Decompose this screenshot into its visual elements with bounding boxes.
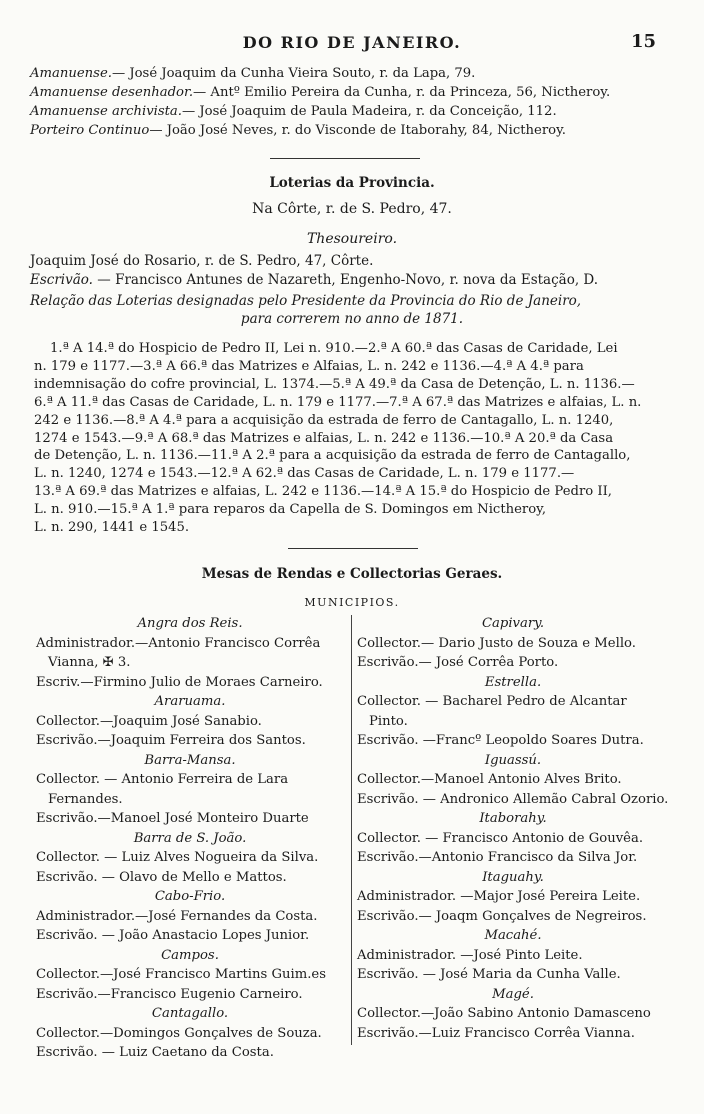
official-entry: Escrivão.—Antonio Francisco da Silva Jor. (357, 850, 638, 865)
official-entry: Escriv.—Firmino Julio de Moraes Carneiro. (36, 674, 323, 690)
official-entry: Collector. — Antonio Ferreira de Lara Fernandes. (36, 772, 289, 807)
page-number: 15 (630, 31, 656, 52)
escrivao-line: Escrivão. — Francisco Antunes de Nazareth, Engenho-Novo, r. nova da Estação, D. (30, 272, 599, 288)
official-entry: Collector.—Joaquim José Sanabio. (36, 713, 262, 729)
relacao-line-1: Relação das Loterias designadas pelo Presidente da Provincia do Rio de Janeiro, (30, 293, 582, 309)
mesas-title: Mesas de Rendas e Collectorias Geraes. (201, 566, 503, 582)
list-line: L. n. 1240, 1274 e 1543.—12.ª A 62.ª das Casas de Caridade, L. n. 179 e 1177.— (34, 466, 575, 482)
official-entry: Escrivão. — Luiz Caetano da Costa. (36, 1045, 274, 1060)
list-line: de Detenção, L. n. 1136.—11.ª A 2.ª para a acquisição da estrada de ferro de Cantagallo, (34, 448, 631, 464)
staff-line-4: Porteiro Continuo— João José Neves, r. do Visconde de Itaborahy, 84, Nictheroy. (30, 123, 566, 138)
official-entry: Collector.—Manoel Antonio Alves Brito. (357, 772, 622, 787)
official-entry: Escrivão.— Joaqm Gonçalves de Negreiros. (357, 908, 647, 924)
municipio-name: Barra-Mansa. (144, 752, 236, 768)
thesoureiro-line: Joaquim José do Rosario, r. de S. Pedro, 47, Côrte. (30, 253, 374, 269)
official-entry: Escrivão.— José Corrêa Porto. (357, 655, 559, 670)
list-line: 242 e 1136.—8.ª A 4.ª para a acquisição da estrada de ferro de Cantagallo, L. n. 1240, (34, 412, 614, 428)
list-line: 1.ª A 14.ª do Hospicio de Pedro II, Lei n. 910.—2.ª A 60.ª das Casas de Caridade, Lei (50, 341, 618, 356)
official-entry: Escrivão. — Andronico Allemão Cabral Ozorio. (357, 791, 669, 807)
list-line: L. n. 910.—15.ª A 1.ª para reparos da Capella de S. Domingos em Nictheroy, (34, 502, 547, 518)
list-line: L. n. 290, 1441 e 1545. (34, 520, 190, 536)
official-entry: Collector.—José Francisco Martins Guim.es (36, 967, 326, 982)
municipio-name: Cabo-Frio. (154, 889, 226, 904)
official-entry: Collector. — Francisco Antonio de Gouvêa. (357, 830, 644, 846)
staff-line-1: Amanuense.— José Joaquim da Cunha Vieira Souto, r. da Lapa, 79. (30, 66, 476, 81)
list-line: 1274 e 1543.—9.ª A 68.ª das Matrizes e alfaias, L. n. 242 e 1136.—10.ª A 20.ª da Casa (34, 430, 614, 446)
municipio-name: Macahé. (484, 928, 542, 943)
municipio-name: Campos. (161, 947, 219, 963)
official-entry: Collector. — Bacharel Pedro de Alcantar Pinto. (357, 694, 627, 729)
municipio-name: Araruama. (154, 694, 226, 709)
list-line: n. 179 e 1177.—3.ª A 66.ª das Matrizes e Alfaias, L. n. 242 e 1136.—4.ª A 4.ª para (34, 358, 584, 374)
right-column (357, 614, 669, 1043)
official-entry: Administrador.—Antonio Francisco Corrêa Vianna, ✠ 3. (36, 635, 321, 670)
municipio-name: Cantagallo. (151, 1006, 229, 1021)
relacao-line-2: para correrem no anno de 1871. (240, 311, 464, 327)
official-entry: Collector.—Domingos Gonçalves de Souza. (36, 1025, 322, 1041)
official-entry: Collector.—João Sabino Antonio Damasceno (357, 1006, 651, 1021)
municipio-name: Capivary. (481, 616, 545, 631)
lottery-list (34, 340, 674, 537)
official-entry: Escrivão. — Olavo de Mello e Mattos. (36, 869, 287, 885)
loterias-title: Loterias da Provincia. (269, 175, 435, 191)
staff-line-3: Amanuense archivista.— José Joaquim de Paula Madeira, r. da Conceição, 112. (30, 104, 557, 119)
running-header: DO RIO DE JANEIRO. (242, 33, 462, 52)
left-column (36, 614, 344, 1063)
list-line: indemnisação do cofre provincial, L. 1374.—5.ª A 49.ª da Casa de Detenção, L. n. 1136.— (34, 376, 635, 392)
list-line: 13.ª A 69.ª das Matrizes e alfaias, L. 242 e 1136.—14.ª A 15.ª do Hospicio de Pedro II, (34, 484, 612, 500)
official-entry: Administrador. —Major José Pereira Leite. (357, 889, 641, 904)
official-entry: Escrivão.—Joaquim Ferreira dos Santos. (36, 733, 306, 748)
municipios-heading: MUNICIPIOS. (304, 596, 400, 609)
thesoureiro-heading: Thesoureiro. (306, 231, 398, 247)
official-entry: Administrador. —José Pinto Leite. (357, 947, 583, 963)
municipio-name: Angra dos Reis. (137, 616, 243, 631)
official-entry: Escrivão. — João Anastacio Lopes Junior. (36, 928, 310, 943)
official-entry: Administrador.—José Fernandes da Costa. (36, 908, 318, 924)
official-entry: Escrivão.—Manoel José Monteiro Duarte (36, 811, 309, 826)
official-entry: Collector. — Luiz Alves Nogueira da Silva. (36, 850, 319, 865)
divider (270, 158, 420, 159)
municipio-name: Barra de S. João. (133, 830, 247, 846)
municipio-name: Itaguahy. (482, 869, 544, 885)
official-entry: Escrivão. — José Maria da Cunha Valle. (357, 967, 621, 982)
staff-line-2: Amanuense desenhador.— Antº Emilio Pereira da Cunha, r. da Princeza, 56, Nictheroy. (30, 85, 611, 100)
official-entry: Escrivão.—Luiz Francisco Corrêa Vianna. (357, 1025, 635, 1041)
official-entry: Escrivão. —Francº Leopoldo Soares Dutra. (357, 733, 644, 748)
official-entry: Escrivão.—Francisco Eugenio Carneiro. (36, 986, 303, 1002)
municipio-name: Magé. (492, 986, 534, 1002)
municipio-name: Estrella. (484, 674, 542, 690)
loterias-address: Na Côrte, r. de S. Pedro, 47. (252, 201, 452, 217)
municipio-name: Iguassú. (484, 752, 542, 768)
official-entry: Collector.— Dario Justo de Souza e Mello. (357, 635, 636, 651)
list-line: 6.ª A 11.ª das Casas de Caridade, L. n. 179 e 1177.—7.ª A 67.ª das Matrizes e alfaias, L. n. (34, 394, 642, 410)
column-divider (351, 615, 352, 1045)
divider (288, 548, 418, 549)
municipio-name: Itaborahy. (479, 811, 547, 826)
